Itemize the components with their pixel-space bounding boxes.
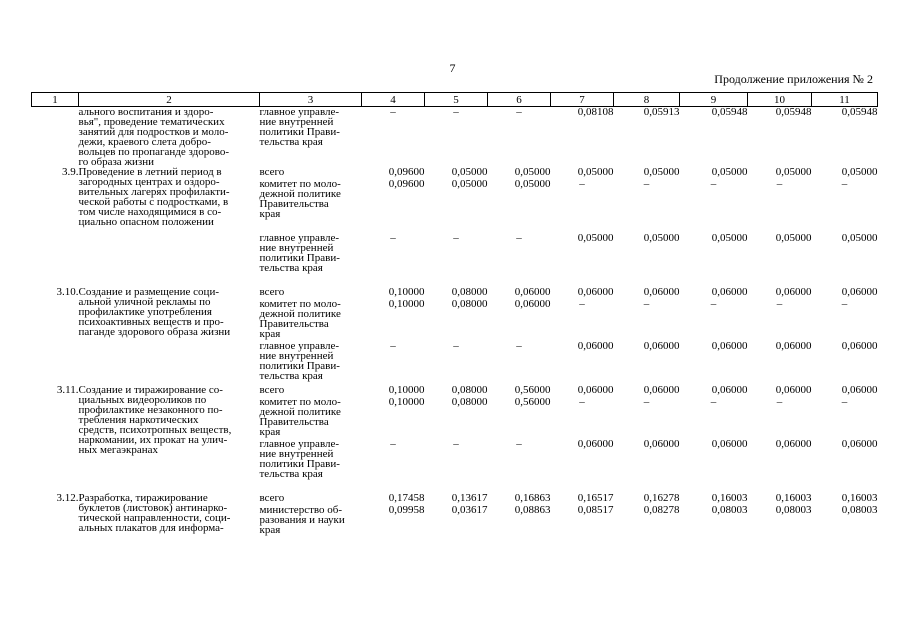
value-cell: –	[390, 438, 396, 450]
table-row	[32, 107, 878, 168]
value-cell: 0,05000	[643, 166, 680, 178]
value-cell: 0,05000	[577, 232, 614, 244]
executor-name: всего	[259, 384, 285, 396]
value-cell: –	[579, 298, 585, 310]
value-cell: 0,03617	[451, 504, 488, 516]
value-cell: 0,06000	[841, 286, 878, 298]
value-cell: 0,06000	[841, 340, 878, 352]
value-cell: 0,05000	[841, 166, 878, 178]
value-cell: 0,06000	[775, 384, 812, 396]
executor-name: министерство об- разования и науки края	[259, 504, 345, 536]
value-cell: 0,08003	[775, 504, 812, 516]
table-body	[32, 107, 878, 536]
value-cell: 0,06000	[514, 298, 551, 310]
value-cell: –	[643, 298, 650, 310]
value-cell: 0,05000	[711, 166, 748, 178]
column-header-2: 2	[79, 93, 260, 107]
executor-name: всего	[259, 286, 285, 298]
item-code: 3.9.	[62, 166, 79, 178]
column-header-6: 6	[488, 93, 551, 107]
value-cell: 0,16517	[577, 492, 614, 504]
value-cell: 0,10000	[388, 298, 425, 310]
value-cell: 0,13617	[451, 492, 488, 504]
value-cell: –	[453, 340, 459, 352]
item-name: ального воспитания и здоро- вья", проведение тематических занятий для подростков и моло- дежи, краевого слета добро- вольцев по пропаганде здорово- го образа жизни	[78, 106, 230, 168]
value-cell: 0,05000	[451, 178, 488, 190]
value-cell: 0,56000	[514, 396, 551, 408]
value-cell: 0,56000	[514, 384, 551, 396]
value-cell: 0,08000	[451, 396, 488, 408]
value-cell: 0,06000	[775, 438, 812, 450]
value-cell: 0,06000	[775, 286, 812, 298]
value-cell: 0,09600	[388, 166, 425, 178]
value-cell: –	[579, 396, 585, 408]
value-cell: 0,08108	[577, 106, 614, 118]
value-cell: 0,05000	[514, 166, 551, 178]
value-cell: 0,16003	[711, 492, 748, 504]
value-cell: 0,08003	[841, 504, 878, 516]
column-header-1: 1	[32, 93, 79, 107]
value-cell: –	[516, 340, 522, 352]
page-number: 7	[449, 61, 456, 75]
value-cell: 0,16003	[775, 492, 812, 504]
value-cell: 0,06000	[643, 340, 680, 352]
value-cell: –	[390, 340, 396, 352]
value-cell: 0,17458	[388, 492, 425, 504]
value-cell: 0,06000	[775, 340, 812, 352]
value-cell: 0,16278	[643, 492, 680, 504]
item-name: Разработка, тиражирование буклетов (листовок) антинарко- тической направленности, соци- альных плакатов для информа-	[78, 492, 231, 534]
value-cell: 0,08000	[451, 298, 488, 310]
value-cell: 0,06000	[711, 340, 748, 352]
value-cell: 0,09600	[388, 178, 425, 190]
executor-name: главное управле- ние внутренней политики Прави- тельства края	[259, 438, 340, 480]
item-name: Создание и размещение соци- альной уличной рекламы по профилактике употребления психоактивных веществ и про- паганде здорового образа жизни	[78, 286, 231, 338]
value-cell: –	[643, 396, 650, 408]
value-cell: 0,06000	[643, 438, 680, 450]
value-cell: 0,10000	[388, 286, 425, 298]
value-cell: –	[390, 232, 396, 244]
value-cell: 0,06000	[711, 384, 748, 396]
value-cell: 0,05000	[711, 232, 748, 244]
value-cell: 0,08000	[451, 384, 488, 396]
value-cell: 0,05000	[841, 232, 878, 244]
value-cell: 0,06000	[711, 286, 748, 298]
value-cell: –	[516, 106, 522, 118]
item-code: 3.12.	[56, 492, 79, 504]
value-cell: 0,05948	[775, 106, 812, 118]
executor-name: всего	[259, 166, 285, 178]
value-cell: –	[390, 106, 396, 118]
value-cell: 0,10000	[388, 396, 425, 408]
table-header-row	[32, 93, 878, 107]
value-cell: –	[710, 396, 717, 408]
value-cell: –	[776, 396, 783, 408]
value-cell: 0,06000	[514, 286, 551, 298]
value-cell: 0,06000	[643, 286, 680, 298]
item-name: Проведение в летний период в загородных центрах и оздоро- вительных лагерях профилакти- ческой работы с подростками, в том числе находящимися в со- циально опасном положении	[78, 166, 230, 228]
value-cell: –	[516, 232, 522, 244]
value-cell: –	[841, 178, 848, 190]
value-cell: 0,16003	[841, 492, 878, 504]
executor-name: главное управле- ние внутренней политики Прави- тельства края	[259, 340, 340, 382]
item-name: Создание и тиражирование со- циальных видеороликов по профилактике незаконного по- требления наркотических средств, психотропных веществ, наркомании, их прокат на улич- ных мегаэкранах	[78, 384, 232, 456]
value-cell: 0,06000	[577, 286, 614, 298]
value-cell: –	[453, 106, 459, 118]
value-cell: 0,06000	[711, 438, 748, 450]
value-cell: 0,08003	[711, 504, 748, 516]
value-cell: 0,06000	[577, 384, 614, 396]
value-cell: 0,06000	[643, 384, 680, 396]
value-cell: 0,08000	[451, 286, 488, 298]
value-cell: 0,05948	[711, 106, 748, 118]
value-cell: 0,06000	[841, 438, 878, 450]
value-cell: 0,05000	[577, 166, 614, 178]
value-cell: 0,05948	[841, 106, 878, 118]
value-cell: 0,05913	[643, 106, 680, 118]
executor-name: главное управле- ние внутренней политики Прави- тельства края	[259, 232, 340, 274]
value-cell: –	[643, 178, 650, 190]
value-cell: –	[516, 438, 522, 450]
value-cell: –	[776, 178, 783, 190]
value-cell: 0,05000	[775, 232, 812, 244]
executor-name: комитет по моло- дежной политике Правительства края	[259, 298, 341, 340]
value-cell: 0,05000	[514, 178, 551, 190]
value-cell: 0,08517	[577, 504, 614, 516]
value-cell: 0,10000	[388, 384, 425, 396]
column-header-7: 7	[551, 93, 614, 107]
value-cell: –	[776, 298, 783, 310]
value-cell: 0,16863	[514, 492, 551, 504]
value-cell: 0,06000	[577, 438, 614, 450]
column-header-9: 9	[680, 93, 748, 107]
item-code: 3.10.	[56, 286, 79, 298]
value-cell: –	[453, 438, 459, 450]
value-cell: –	[710, 298, 717, 310]
appendix-table	[31, 92, 878, 535]
value-cell: –	[453, 232, 459, 244]
continuation-label: Продолжение приложения № 2	[714, 72, 873, 86]
value-cell: –	[841, 298, 848, 310]
value-cell: 0,06000	[841, 384, 878, 396]
value-cell: 0,05000	[775, 166, 812, 178]
item-code: 3.11.	[56, 384, 79, 396]
item-code	[32, 107, 79, 168]
executor-name: всего	[259, 492, 285, 504]
value-cell: –	[841, 396, 848, 408]
executor-name: комитет по моло- дежной политике Правительства края	[259, 396, 341, 438]
value-cell: 0,05000	[451, 166, 488, 178]
column-header-4: 4	[362, 93, 425, 107]
column-header-8: 8	[614, 93, 680, 107]
value-cell: –	[710, 178, 717, 190]
column-header-5: 5	[425, 93, 488, 107]
value-cell: 0,05000	[643, 232, 680, 244]
executor-name: главное управле- ние внутренней политики Прави- тельства края	[259, 106, 340, 148]
value-cell: 0,06000	[577, 340, 614, 352]
executor-name: комитет по моло- дежной политике Правительства края	[259, 178, 341, 220]
value-cell: 0,08863	[514, 504, 551, 516]
value-cell: 0,09958	[388, 504, 425, 516]
column-header-11: 11	[812, 93, 878, 107]
value-cell: –	[579, 178, 585, 190]
column-header-3: 3	[260, 93, 362, 107]
value-cell: 0,08278	[643, 504, 680, 516]
column-header-10: 10	[748, 93, 812, 107]
